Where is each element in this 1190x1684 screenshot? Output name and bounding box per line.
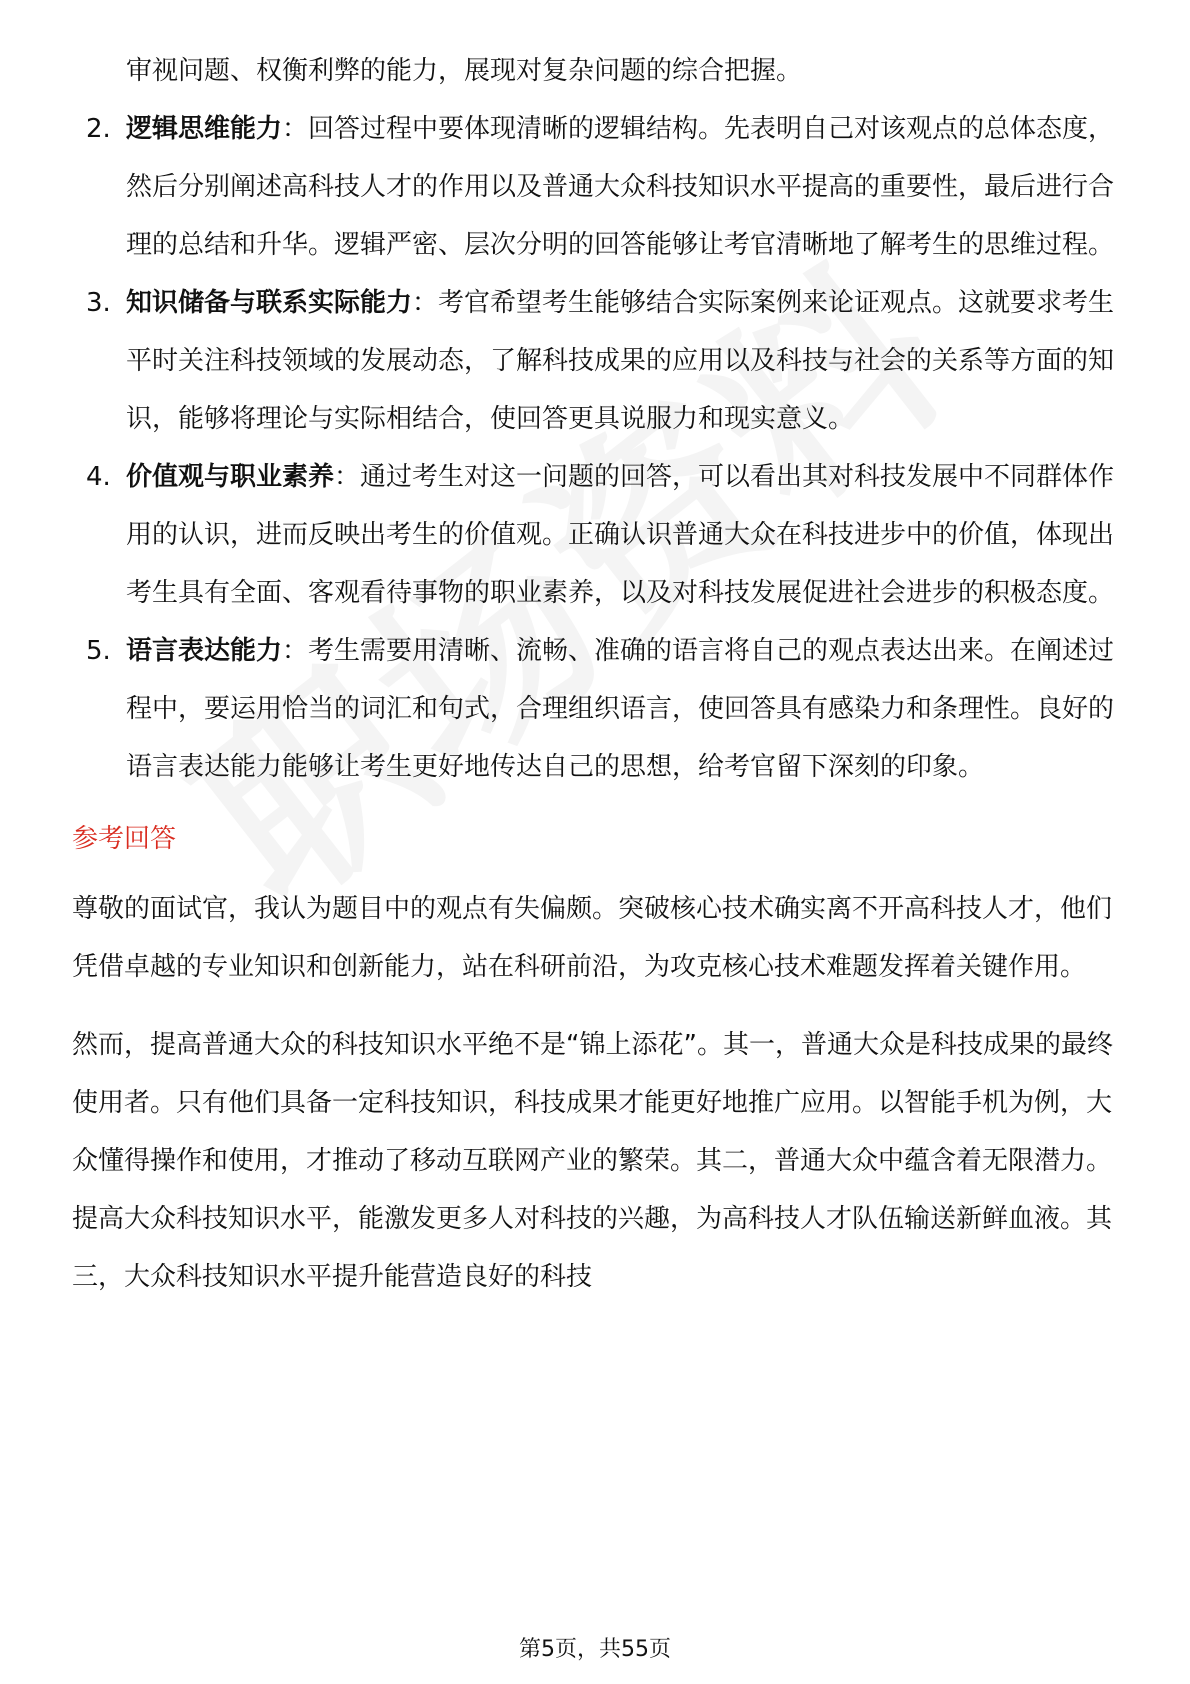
- document-body: [72, 42, 1122, 1326]
- criteria-item: [72, 448, 1122, 622]
- criteria-term: 价值观与职业素养: [126, 462, 335, 492]
- answer-paragraph: 尊敬的面试官，我认为题目中的观点有失偏颇。突破核心技术确实离不开高科技人才，他们凭借卓越的专业知识和创新能力，站在科研前沿，为攻克核心技术难题发挥着关键作用。: [72, 894, 1113, 982]
- answer-paragraph: 然而，提高普通大众的科技知识水平绝不是“锦上添花”。其一，普通大众是科技成果的最终使用者。只有他们具备一定科技知识，科技成果才能更好地推广应用。以智能手机为例，大众懂得操作和使用，才推动了移动互联网产业的繁荣。其二，普通大众中蕴含着无限潜力。提高大众科技知识水平，能激发更多人对科技的兴趣，为高科技人才队伍输送新鲜血液。其三，大众科技知识水平提升能营造良好的科技: [72, 1030, 1113, 1292]
- criteria-term: 知识储备与联系实际能力: [126, 288, 413, 318]
- criteria-item: [72, 274, 1122, 448]
- criteria-number: 5.: [86, 636, 111, 666]
- criteria-text: ：通过考生对这一问题的回答，可以看出其对科技发展中不同群体作用的认识，进而反映出考生的价值观。正确认识普通大众在科技进步中的价值，体现出考生具有全面、客观看待事物的职业素养，以及对科技发展促进社会进步的积极态度。: [126, 462, 1115, 608]
- criteria-list: [72, 100, 1122, 796]
- intro-continuation: 审视问题、权衡利弊的能力，展现对复杂问题的综合把握。: [126, 56, 803, 86]
- criteria-text: ：回答过程中要体现清晰的逻辑结构。先表明自己对该观点的总体态度，然后分别阐述高科技人才的作用以及普通大众科技知识水平提高的重要性，最后进行合理的总结和升华。逻辑严密、层次分明的回答能够让考官清晰地了解考生的思维过程。: [126, 114, 1115, 260]
- criteria-text: ：考官希望考生能够结合实际案例来论证观点。这就要求考生平时关注科技领域的发展动态，了解科技成果的应用以及科技与社会的关系等方面的知识，能够将理论与实际相结合，使回答更具说服力和现实意义。: [126, 288, 1115, 434]
- criteria-term: 逻辑思维能力: [126, 114, 283, 144]
- criteria-term: 语言表达能力: [126, 636, 283, 666]
- reference-answer-heading: 参考回答: [72, 824, 177, 854]
- page-number: 第5页，共55页: [519, 1637, 671, 1662]
- criteria-item: [72, 622, 1122, 796]
- criteria-number: 3.: [86, 288, 111, 318]
- criteria-number: 2.: [86, 114, 111, 144]
- criteria-text: ：考生需要用清晰、流畅、准确的语言将自己的观点表达出来。在阐述过程中，要运用恰当的词汇和句式，合理组织语言，使回答具有感染力和条理性。良好的语言表达能力能够让考生更好地传达自己的思想，给考官留下深刻的印象。: [126, 636, 1115, 782]
- criteria-item: [72, 100, 1122, 274]
- criteria-number: 4.: [86, 462, 111, 492]
